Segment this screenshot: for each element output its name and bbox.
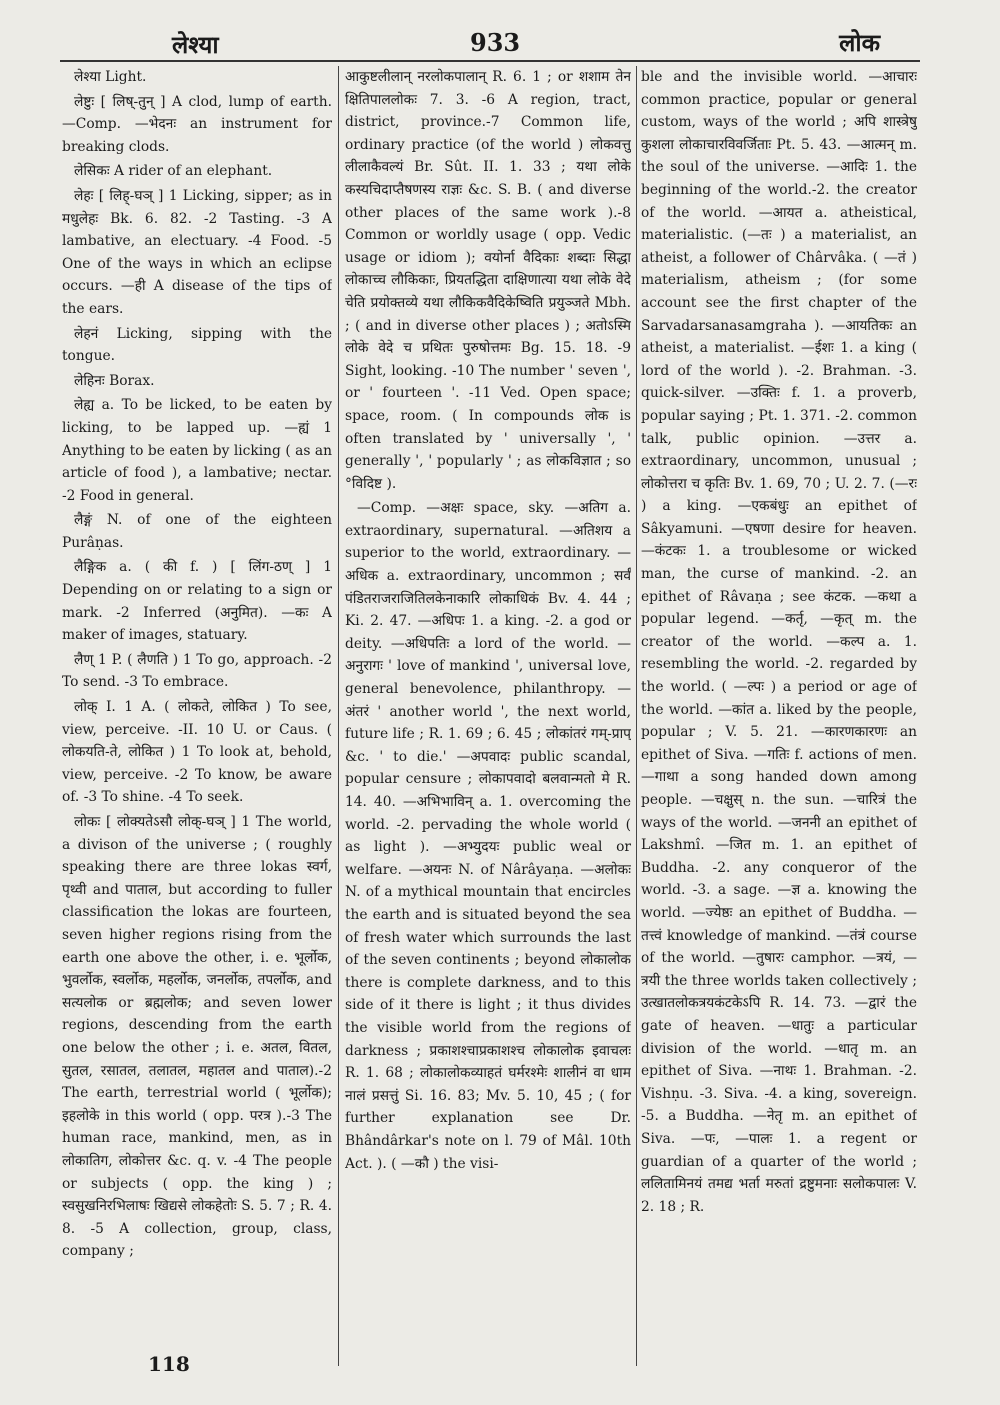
running-header (60, 26, 920, 60)
dictionary-entry: लेहनं Licking, sipping with the tongue. (62, 325, 332, 365)
dictionary-entry: लोकः [ लोक्यतेऽसौ लोक्-घञ् ] 1 The world, a divison of the universe ; ( roughly speaking there are three lokas स्वर्ग, पृथ्वी and पाताल, but according to fuller classification the lokas are fourteen, seven higher regions rising from the earth one above the other, i. e. भूर्लोक, भुवर्लोक, स्वर्लोक, महर्लोक, जनर्लोक, तपर्लोक, and सत्यलोक or ब्रह्मलोक; and seven lower regions, descending from the earth one below the other ; i. e. अतल, वितल, सुतल, रसातल, तलातल, महातल and पाताल).-2 The earth, terrestrial world ( भूर्लोक); इहलोके in this world ( opp. परत्र ).-3 The human race, mankind, men, as in लोकातिग, लोकोत्तर &c. q. v. -4 The people or subjects ( opp. the king ) ; स्वसुखनिरभिलाषः खिद्यसे लोकहेतोः S. 5. 7 ; R. 4. 8. -5 A collection, group, class, company ; (62, 814, 332, 1260)
signature-mark: 118 (148, 1352, 190, 1376)
column-divider (636, 66, 637, 1366)
dictionary-entry: लेहिनः Borax. (74, 372, 155, 389)
dictionary-entry: आकुष्टलीलान् नरलोकपालान् R. 6. 1 ; or शशाम तेन क्षितिपाललोकः 7. 3. -6 A region, tract, district, province.-7 Common life, ordinary practice (of the world ) लोकवत्तु लीलाकैवल्यं Br. Sût. II. 1. 33 ; यथा लोके कस्यचिदाप्तैषणस्य राज्ञः &c. S. B. ( and diverse other places of the same work ).-8 Common or worldly usage ( opp. Vedic usage or idiom ); वयोर्ना वैदिकाः शब्दाः सिद्धा लोकाच्च लौकिकाः, प्रियतद्धिता दाक्षिणात्या यथा लोके वेदे चेति प्रयोक्तव्ये यथा लौकिकवैदिकेष्विति प्रयुञ्जते Mbh. ; ( and in diverse other places ) ; अतोऽस्मि लोके वेदे च प्रथितः पुरुषोत्तमः Bg. 15. 18. -9 Sight, looking. -10 The number ' seven ', or ' fourteen '. -11 Ved. Open space; space, room. ( In compounds लोक is often translated by ' universally ', ' generally ', ' popularly ' ; as लोकविज्ञात ; so °विदिष्ट ). (345, 69, 631, 492)
column-2 (345, 66, 631, 1366)
dictionary-entry: लैङ्गं N. of one of the eighteen Purâṇas. (62, 512, 332, 551)
dictionary-entry: लोक् I. 1 A. ( लोकते, लोकित ) To see, view, perceive. -II. 10 U. or Caus. ( लोकयति-ते, लोकित ) 1 To look at, behold, view, perceive. -2 To know, be aware of. -3 To shine. -4 To seek. (62, 699, 332, 806)
column-1 (62, 66, 332, 1366)
dictionary-entry: लेसिकः A rider of an elephant. (74, 163, 273, 180)
dictionary-entry: लेहः [ लिह्-घञ् ] 1 Licking, sipper; as in मधुलेहः Bk. 6. 82. -2 Tasting. -3 A lambative, an electuary. -4 Food. -5 One of the ways in which an eclipse occurs. —ही A disease of the tips of the ears. (62, 187, 332, 317)
dictionary-entry: —Comp. —अक्षः space, sky. —अतिग a. extraordinary, supernatural. —अतिशय a superior to the world, extraordinary. —अधिक a. extraordinary, uncommon ; सर्वं पंडितराजराजितिलकेनाकारि लोकाधिकं Bv. 4. 44 ; Ki. 2. 47. —अधिपः 1. a king. -2. a god or deity. —अधिपतिः a lord of the world. —अनुरागः ' love of mankind ', universal love, general benevolence, philanthropy. —अंतरं ' another world ', the next world, future life ; R. 1. 69 ; 6. 45 ; लोकांतरं गम्-प्राप् &c. ' to die.' —अपवादः public scandal, popular censure ; लोकापवादो बलवान्मतो मे R. 14. 40. —अभिभाविन् a. 1. overcoming the world. -2. pervading the whole world ( as light ). —अभ्युदयः public weal or welfare. —अयनः N. of Nârâyaṇa. —अलोकः N. of a mythical mountain that encircles the earth and is situated beyond the sea of fresh water which surrounds the last of the seven continents ; beyond लोकालोक there is complete darkness, and to this side of it there is light ; it thus divides the visible world from the regions of darkness ; प्रकाशश्चाप्रकाशश्च लोकालोक इवाचलः R. 1. 68 ; लोकालोकव्याहतं घर्मरश्मेः शालीनं वा धाम नालं प्रसत्तुं Si. 16. 83; Mv. 5. 10, 45 ; ( for further explanation see Dr. Bhândârkar's note on l. 79 of Mâl. 10th Act. ). ( —कौ ) the visi- (345, 500, 631, 1172)
dictionary-entry: लैण् 1 P. ( लैणति ) 1 To go, approach. -2 To send. -3 To embrace. (62, 651, 332, 691)
header-right-word: लोक (839, 28, 880, 57)
dictionary-entry: ble and the invisible world. —आचारः common practice, popular or general custom, ways of the world ; अपि शास्त्रेषु कुशला लोकाचारविवर्जिताः Pt. 5. 43. —आत्मन् m. the soul of the universe. —आदिः 1. the beginning of the world.-2. the creator of the world. —आयत a. atheistical, materialistic. (—तः ) a materialist, an atheist, a follower of Chârvâka. ( —तं ) materialism, atheism ; (for some account see the first chapter of the Sarvadarsanasamgraha ). —आयतिकः an atheist, a materialist. —ईशः 1. a king ( lord of the world ). -2. Brahman. -3. quick-silver. —उक्तिः f. 1. a proverb, popular saying ; Pt. 1. 371. -2. common talk, public opinion. —उत्तर a. extraordinary, uncommon, unusual ; लोकोत्तरा च कृतिः Bv. 1. 69, 70 ; U. 2. 7. (—रः ) a king. —एकबंधुः an epithet of Sâkyamuni. —एषणा desire for heaven. —कंटकः 1. a troublesome or wicked man, the curse of mankind. -2. an epithet of Râvaṇa ; see कंटक. —कथा a popular legend. —कर्तृ, —कृत् m. the creator of the world. —कल्प a. 1. resembling the world. -2. regarded by the world. ( —ल्पः ) a period or age of the world. —कांत a. liked by the people, popular ; V. 5. 21. —कारणकारणः an epithet of Siva. —गतिः f. actions of men. —गाथा a song handed down among people. —चक्षुस् n. the sun. —चारित्रं the ways of the world. —जननी an epithet of Lakshmî. —जित m. 1. an epithet of Buddha. -2. any conqueror of the world. -3. a sage. —ज्ञ a. knowing the world. —ज्येष्ठः an epithet of Buddha. —तत्त्वं knowledge of mankind. —तंत्रं course of the world. —तुषारः camphor. —त्रयं, —त्रयी the three worlds taken collectively ; उत्खातलोकत्रयकंटकेऽपि R. 14. 73. —द्वारं the gate of heaven. —धातुः a particular division of the world. —धातृ m. an epithet of Siva. —नाथः 1. Brahman. -2. Vishṇu. -3. Siva. -4. a king, sovereign. -5. a Buddha. —नेतृ m. an epithet of Siva. —पः, —पालः 1. a regent or guardian of a quarter of the world ; ललितामिनयं तमद्य भर्ता मरुतां द्रष्टुमनाः सलोकपालः V. 2. 18 ; R. (641, 69, 917, 1215)
header-left-word: लेश्या (172, 30, 219, 59)
column-3 (641, 66, 917, 1366)
dictionary-entry: लेष्टुः [ लिष्-तुन् ] A clod, lump of earth. —Comp. —भेदनः an instrument for breaking clods. (62, 93, 332, 155)
dictionary-entry: लैङ्गिक a. ( की f. ) [ लिंग-ठण् ] 1 Depending on or relating to a sign or mark. -2 Inferred (अनुमित). —कः A maker of images, statuary. (62, 559, 332, 644)
dictionary-entry: लेह्य a. To be licked, to be eaten by licking, to be lapped up. —ह्यं 1 Anything to be eaten by licking ( as an article of food ), a lambative; nectar. -2 Food in general. (62, 397, 332, 504)
dictionary-entry: लेश्या Light. (74, 69, 147, 85)
column-divider (338, 66, 339, 1366)
page-number: 933 (470, 28, 521, 57)
header-rule (60, 60, 920, 62)
